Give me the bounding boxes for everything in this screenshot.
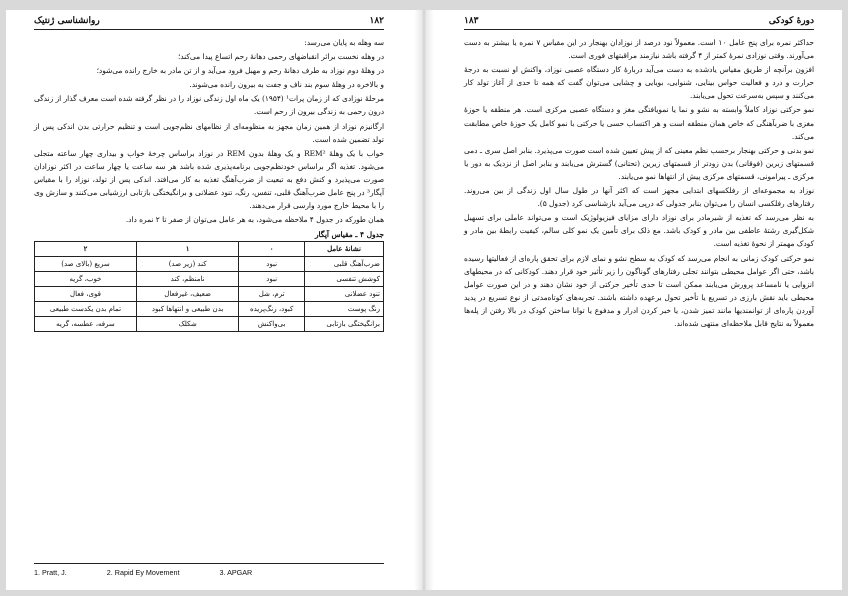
table-cell: رنگ پوست	[304, 302, 383, 317]
table-row	[35, 257, 384, 272]
table-cell: بی‌واکنش	[239, 317, 305, 332]
page-number: ۱۸۳	[464, 16, 479, 26]
paragraph: در وهلهٔ دوم نوزاد به طرف دهانهٔ رحم و مهبل فرود می‌آید و از تن مادر به خارج رانده می‌شود؛	[96, 66, 384, 76]
table-cell: سرفه، عطسه، گریه	[35, 317, 137, 332]
table-row	[35, 287, 384, 302]
table-cell: نبود	[239, 272, 305, 287]
table-cell: خوب، گریه	[35, 272, 137, 287]
table-cell: کوشش تنفسی	[304, 272, 383, 287]
paragraph: به نظر می‌رسد که تغذیه از شیرمادر برای نوزاد دارای مزایای فیزیولوژیک است و می‌تواند عاملی برای تسهیل شکل‌گیری رشتهٔ عاطفی بین مادر و کودک باشد. مع ذلک برای تأمین یک نمو کلی سالم، کیفیت رابطهٔ بین مادر و کودک مهمتر از نحوهٔ تغذیه است.	[464, 213, 814, 249]
footnotes	[34, 563, 384, 577]
paragraph: نمو حرکتی کودک زمانی به انجام می‌رسد که کودک به سطح نشو و نمای لازم برای تحقق پاره‌ای از فعالیتها رسیده باشد، حتی اگر عوامل محیطی بتوانند تجلی رفتارهای گوناگون را زیر تأثیر خود قرار دهند. کودکانی که در محیطهای انزوایی یا نامساعد پرورش می‌یابند ممکن است تا حدی تأخیر حرکتی از خود نشان دهند و در این صورت عوامل محیطی باید نقش بارزی در تسریع یا تأخیر تحول برعهده داشته باشند. تجربه‌های کوتاه‌مدتی از نوع تسریع در پدید آوردن پاره‌ای از توانمندیها مانند تمیز شدن، یا خبر کردن ادرار و مدفوع یا توانا ساختن کودک در بالا رفتن از پله‌ها معمولاً به نتایج قابل ملاحظه‌ای منتهی شده‌اند.	[464, 253, 814, 328]
table-header-cell: ۲	[35, 242, 137, 257]
table-cell: کبود، رنگ‌پریده	[239, 302, 305, 317]
table-cell: تمام بدن یکدست طبیعی	[35, 302, 137, 317]
running-head: دورهٔ کودکی	[768, 16, 814, 26]
table-cell: تنود عضلانی	[304, 287, 383, 302]
left-page	[6, 10, 414, 590]
right-page-header	[464, 16, 814, 30]
table-row	[35, 272, 384, 287]
right-page-body	[464, 36, 814, 330]
table-cell: نبود	[239, 257, 305, 272]
paragraph: مرحلهٔ نوزادی که از زمان پرات¹ (۱۹۵۴) یک ماه اول زندگی نوزاد را در نظر گرفته شده است معرف گذار از زندگی درون رحمی به زندگی بیرون از رحم است.	[34, 94, 385, 117]
paragraph: حداکثر نمره برای پنج عامل ۱۰ است. معمولاً نود درصد از نوزادان بهنجار در این مقیاس ۷ نمره یا بیشتر به دست می‌آورند. وقتی نوزادی نمرهٔ کمتر از ۴ گرفته باشد نیازمند مراقبتهای فوری است.	[464, 38, 814, 61]
table-cell: سریع (بالای صد)	[35, 257, 137, 272]
table-row	[35, 302, 384, 317]
table-row	[35, 317, 384, 332]
paragraph: سه وهله به پایان می‌رسد:	[304, 38, 384, 47]
left-page-body	[34, 36, 384, 226]
paragraph: نوزاد به مجموعه‌ای از رفلکسهای ابتدایی مجهز است که اکثر آنها در طول سال اول زندگی از بین می‌روند. رفتارهای رفلکسی انسان را می‌توان بنابر جدولی که درپی می‌آید بازشناسی کرد (جدول ۵).	[464, 186, 814, 209]
table-cell: برانگیختگی بازتابی	[304, 317, 383, 332]
table-cell: نامنظم، کند	[136, 272, 238, 287]
table-header-row	[35, 242, 384, 257]
paragraph: ارگانیزم نوزاد از همین زمان مجهز به منظومه‌ای از نظامهای نظم‌جویی است و تنظیم حرارتی بدن اندکی پس از تولد تضمین شده است.	[34, 121, 384, 144]
running-head: روانشناسی ژنتیک	[34, 16, 100, 26]
apgar-table	[34, 241, 384, 332]
table-header-cell: ۰	[239, 242, 305, 257]
left-page-header	[34, 16, 384, 30]
book-gutter	[414, 10, 434, 590]
paragraph: نمو بدنی و حرکتی بهنجار برحسب نظم معینی که از پیش تعیین شده است صورت می‌پذیرد. بنابر اصل سری ـ دمی قسمتهای زبرین (فوقانی) بدن زودتر از قسمتهای زیرین (تحتانی) گسترش می‌یابند و بنابر اصل از نزدیک به دور یا مرکزی ـ پیرامونی، قسمتهای مرکزی پیش از انتهاها نمو می‌یابند.	[464, 145, 814, 181]
table-cell: ضعیف، غیرفعال	[136, 287, 238, 302]
paragraph: خواب با یک وهلهٔ REM² و یک وهلهٔ بدون REM در نوزاد براساس چرخهٔ خواب و بیداری چهار ساعته متجلی می‌شود. تغذیه اگر براساس خودنظم‌جویی برنامه‌پذیری شده باشد هر سه ساعت یا چهار ساعت در اکثر نوزادان صورت می‌پذیرد و کنش دفع به تبعیت از ضرب‌آهنگ تغذیه به کار می‌افتد. اندکی پس از تولد، نوزاد را با مقیاس آپگار³ در پنج عامل ضرب‌آهنگ قلبی، تنفس، رنگ، تنود عضلانی و برانگیختگی بازتابی ارزشیابی می‌کنند و سازش وی را با محیط خارج مورد وارسی قرار می‌دهند.	[34, 148, 384, 211]
paragraph: افزون برآنچه از طریق مقیاس یادشده به دست می‌آید دربارهٔ کار دستگاه عصبی نوزاد، واکنش او نسبت به درجهٔ حرارت و درد و فعالیت حواس بینایی، شنوایی، بویایی و چشایی می‌توان گفت که همه تا حدی از آغاز تولد کار می‌کنند و سپس به‌سرعت تحول می‌یابند.	[464, 65, 814, 101]
page-number: ۱۸۲	[369, 16, 384, 26]
paragraph: و بالاخره در وهلهٔ سوم بند ناف و جفت به بیرون رانده می‌شوند.	[189, 80, 384, 90]
table-cell: کند (زیر صد)	[136, 257, 238, 272]
paragraph: نمو حرکتی نوزاد کاملاً وابسته به نشو و نما یا نمویافتگی مغز و دستگاه عصبی مرکزی است. هر منطقه یا حوزهٔ مغزی با ضربآهنگی که خاص همان منطقه است و هر اکتساب حسی یا حرکتی با نمو کامل یک حوزهٔ خاص مطابقت می‌کند.	[464, 105, 814, 141]
table-header-cell: ۱	[136, 242, 238, 257]
table-cell: ترم، شل	[239, 287, 305, 302]
right-page	[434, 10, 842, 590]
table-header-cell: نشانهٔ عامل	[304, 242, 383, 257]
table-cell: ضرب‌آهنگ قلبی	[304, 257, 383, 272]
table-cell: قوی، فعال	[35, 287, 137, 302]
table-cell: شکلک	[136, 317, 238, 332]
footnote: 2. Rapid Ey Movement	[106, 568, 180, 577]
paragraph: همان طورکه در جدول ۴ ملاحظه می‌شود، به هر عامل می‌توان از صفر تا ۲ نمره داد.	[125, 215, 384, 225]
footnote: 1. Pratt, J.	[34, 568, 67, 577]
paragraph: در وهله نخست براثر انقباضهای رحمی دهانهٔ رحم اتساع پیدا می‌کند؛	[177, 52, 384, 62]
table-cell: بدن طبیعی و انتهاها کبود	[136, 302, 238, 317]
table-title: جدول ۴ ـ مقیاس آپگار	[314, 230, 384, 240]
footnote: 3. APGAR	[219, 568, 253, 577]
